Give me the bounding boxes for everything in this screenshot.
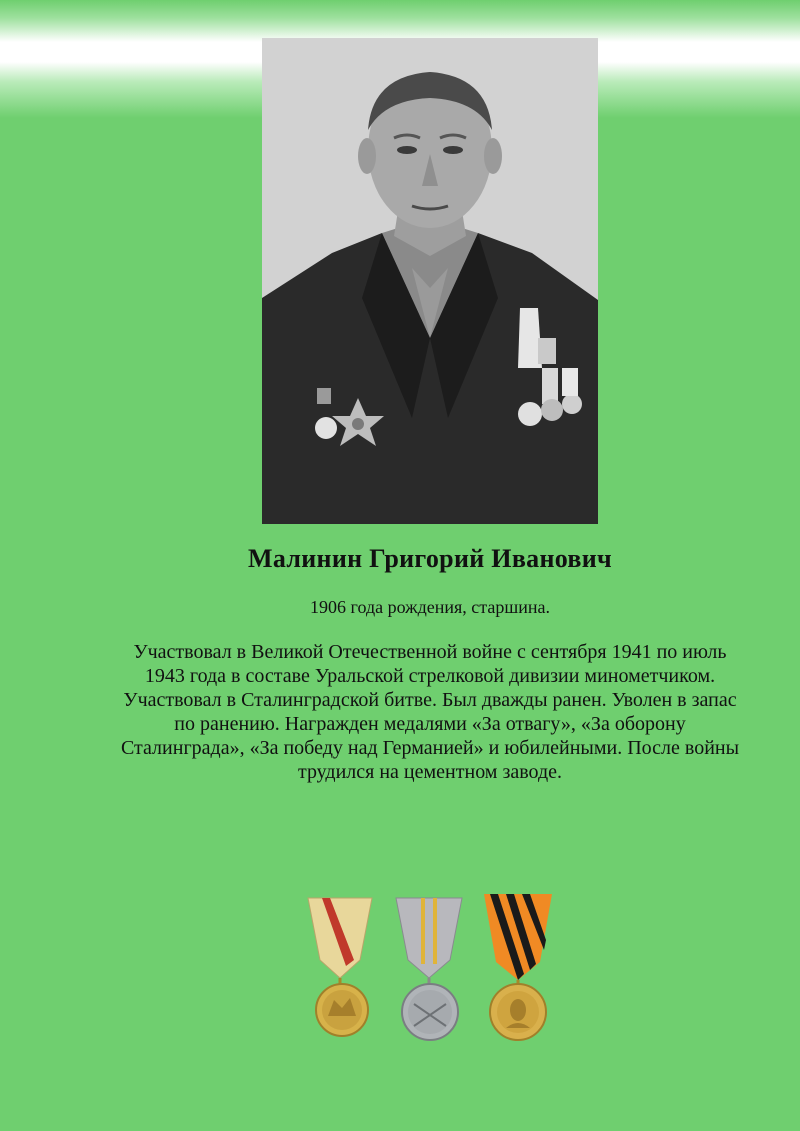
bravery-medal-icon bbox=[396, 898, 462, 1040]
medals-group bbox=[300, 890, 560, 1050]
portrait-photo bbox=[262, 38, 598, 524]
victory-over-germany-medal-icon bbox=[484, 894, 552, 1040]
person-name: Малинин Григорий Иванович bbox=[248, 544, 612, 573]
biography-text: Участвовал в Великой Отечественной войне с сентября 1941 по июль 1943 года в составе Уральской стрелковой дивизии минометчиком. Участвовал в Сталинградской битве. Был дважды ранен. Уволен в запас по ранению. Награжден медалями «За отвагу», «За оборону Сталинграда», «За победу над Германией» и юбилейными. После войны трудился на цементном заводе. bbox=[120, 641, 740, 783]
birth-line: 1906 года рождения, старшина. bbox=[310, 597, 550, 617]
stalingrad-defense-medal-icon bbox=[308, 898, 372, 1036]
